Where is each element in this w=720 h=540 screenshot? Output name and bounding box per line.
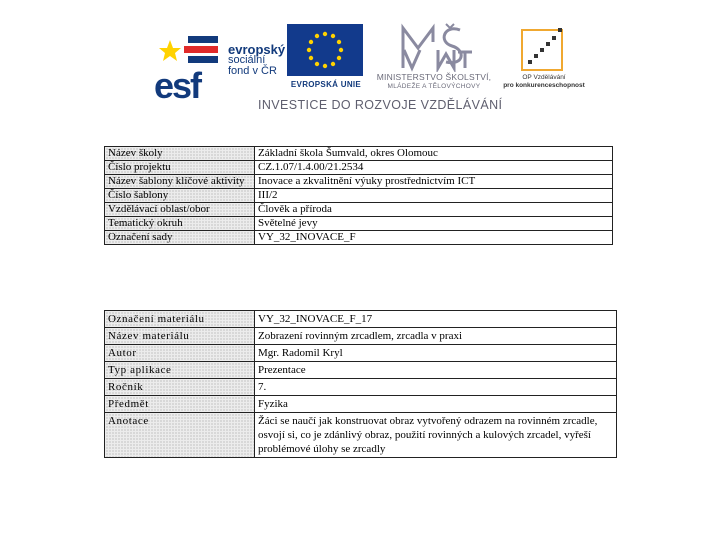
- op-mark-icon: [498, 24, 590, 74]
- row-label: Anotace: [105, 413, 255, 458]
- row-label: Označení sady: [105, 231, 255, 245]
- row-value: Mgr. Radomil Kryl: [255, 345, 617, 362]
- row-label: Autor: [105, 345, 255, 362]
- table-row: [105, 311, 617, 328]
- row-value: CZ.1.07/1.4.00/21.2534: [255, 161, 613, 175]
- esf-line2: sociální: [228, 54, 266, 66]
- row-value: Inovace a zkvalitnění výuky prostřednictvím ICT: [255, 175, 613, 189]
- row-value: Člověk a příroda: [255, 203, 613, 217]
- row-label: Tematický okruh: [105, 217, 255, 231]
- table-row: [105, 189, 613, 203]
- table-row: [105, 161, 613, 175]
- esf-line3: fond v ČR: [228, 65, 277, 77]
- eu-label: EVROPSKÁ UNIE: [290, 80, 362, 89]
- op-label1: OP Vzdělávání: [522, 74, 566, 81]
- row-value: Světelné jevy: [255, 217, 613, 231]
- table-row: [105, 362, 617, 379]
- school-info-table: [104, 146, 613, 245]
- row-value: Zobrazení rovinným zrcadlem, zrcadla v praxi: [255, 328, 617, 345]
- table-row: [105, 175, 613, 189]
- row-label: Typ aplikace: [105, 362, 255, 379]
- table-row: [105, 379, 617, 396]
- slogan: INVESTICE DO ROZVOJE VZDĚLÁVÁNÍ: [258, 98, 503, 112]
- row-label: Označení materiálu: [105, 311, 255, 328]
- esf-line1: evropský: [228, 42, 286, 57]
- row-label: Název školy: [105, 147, 255, 161]
- row-label: Předmět: [105, 396, 255, 413]
- row-value: VY_32_INOVACE_F_17: [255, 311, 617, 328]
- msmt-mark-icon: [368, 20, 498, 72]
- row-value: Základní škola Šumvald, okres Olomouc: [255, 147, 613, 161]
- row-label: Vzdělávací oblast/obor: [105, 203, 255, 217]
- op-label2: pro konkurenceschopnost: [503, 82, 585, 89]
- material-info-table: [104, 310, 617, 458]
- esf-logo: [154, 26, 304, 106]
- row-label: Název šablony klíčové aktivity: [105, 175, 255, 189]
- op-logo: [498, 24, 590, 108]
- row-label: Číslo šablony: [105, 189, 255, 203]
- row-label: Ročník: [105, 379, 255, 396]
- msmt-label2: MLÁDEŽE A TĚLOVÝCHOVY: [387, 83, 481, 90]
- row-value: VY_32_INOVACE_F: [255, 231, 613, 245]
- msmt-label1: MINISTERSTVO ŠKOLSTVÍ,: [376, 72, 492, 82]
- msmt-logo: [368, 20, 498, 110]
- row-value: III/2: [255, 189, 613, 203]
- table-row: [105, 217, 613, 231]
- row-value: Fyzika: [255, 396, 617, 413]
- row-value: 7.: [255, 379, 617, 396]
- table-row: [105, 147, 613, 161]
- eu-flag-icon: [287, 24, 363, 76]
- table-row: [105, 328, 617, 345]
- esf-mark-icon: [154, 30, 220, 102]
- table-row: [105, 413, 617, 458]
- row-label: Číslo projektu: [105, 161, 255, 175]
- row-value: Prezentace: [255, 362, 617, 379]
- table-row: [105, 396, 617, 413]
- eu-logo: [287, 24, 365, 104]
- table-row: [105, 203, 613, 217]
- table-row: [105, 231, 613, 245]
- svg-text:esf: esf: [154, 65, 201, 102]
- row-label: Název materiálu: [105, 328, 255, 345]
- row-value: Žáci se naučí jak konstruovat obraz vytvořený odrazem na rovinném zrcadle, osvojí si, co je zdánlivý obraz, použití rovinných a kulových zrcadel, vyřeší problémové úlohy se zrcadly: [255, 413, 617, 458]
- table-row: [105, 345, 617, 362]
